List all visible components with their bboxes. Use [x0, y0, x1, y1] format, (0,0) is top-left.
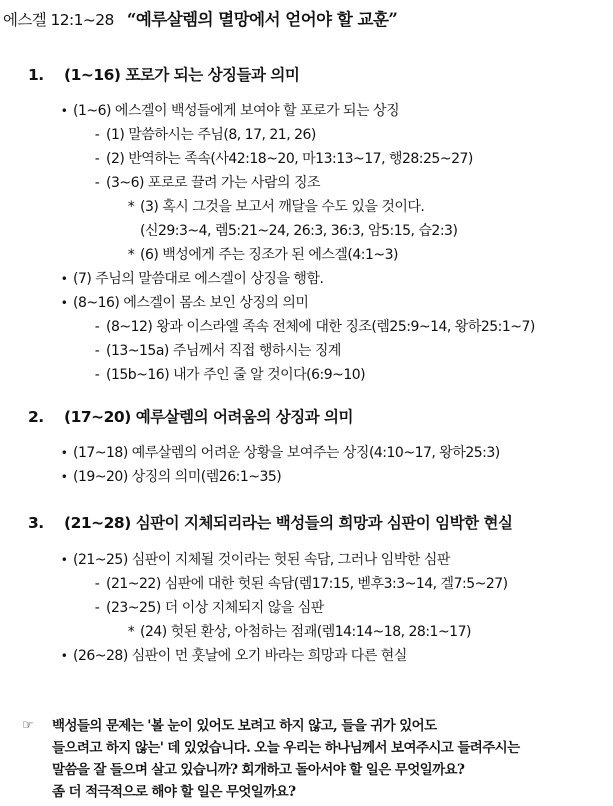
- note-line: 백성들의 문제는 '볼 눈이 있어도 보려고 하지 않고, 들을 귀가 있어도: [52, 718, 437, 734]
- note-line: 들으려고 하지 않는' 데 있었습니다. 오늘 우리는 하나님께서 보여주시고 들려주시는: [52, 740, 520, 756]
- outline-item: [122, 244, 398, 264]
- outline-item: [88, 124, 316, 144]
- outline-text: (13~15a) 주님께서 직접 행하시는 징계: [106, 343, 341, 359]
- note-line: 좀 더 적극적으로 해야 할 일은 무엇일까요?: [52, 784, 296, 800]
- outline-item: [88, 316, 535, 336]
- outline-text: (1) 말씀하시는 주님(8, 17, 21, 26): [106, 127, 316, 143]
- asterisk-marker: *: [127, 624, 135, 640]
- outline-text: (26~28) 심판이 먼 훗날에 오기 바라는 희망과 다른 현실: [73, 648, 407, 664]
- outline-item: [88, 340, 341, 360]
- outline-text: (3) 혹시 그것을 보고서 깨달을 수도 있을 것이다.: [140, 199, 425, 215]
- outline-text: (23~25) 더 이상 지체되지 않을 심판: [106, 600, 324, 616]
- outline-item: [55, 466, 281, 486]
- outline-item: [55, 292, 308, 312]
- outline-item: [88, 573, 508, 593]
- asterisk-marker: *: [127, 199, 135, 215]
- section-3-heading: [28, 511, 512, 533]
- outline-text: (8~12) 왕과 이스라엘 족속 전체에 대한 징조(렘25:9~14, 왕하25:1~7): [106, 319, 535, 335]
- bullet-marker: •: [60, 104, 68, 118]
- dash-marker: -: [94, 600, 100, 616]
- outline-text: (2) 반역하는 족속(사42:18~20, 마13:13~17, 행28:25~27): [106, 151, 473, 167]
- section-number: 2.: [28, 408, 44, 426]
- dash-marker: -: [94, 367, 100, 383]
- dash-marker: -: [94, 343, 100, 359]
- outline-text: (21~22) 심판에 대한 헛된 속담(렘17:15, 벧후3:3~14, 겔7:5~27): [106, 576, 508, 592]
- note-line: 말씀을 잘 들으며 살고 있습니까? 회개하고 돌아서야 할 일은 무엇일까요?: [52, 762, 465, 778]
- dash-marker: -: [94, 151, 100, 167]
- outline-text: (17~18) 예루살렘의 어려운 상황을 보여주는 상징(4:10~17, 왕하25:3): [73, 445, 500, 461]
- outline-item: [88, 597, 324, 617]
- outline-item: [55, 549, 450, 569]
- section-title: (17~20) 예루살렘의 어려움의 상징과 의미: [64, 408, 354, 426]
- section-title: (21~28) 심판이 지체되리라는 백성들의 희망과 심판이 임박한 현실: [64, 514, 513, 532]
- outline-text: (24) 헛된 환상, 아첨하는 점괘(렘14:14~18, 28:1~17): [140, 624, 471, 640]
- outline-text: (7) 주님의 말씀대로 에스겔이 상징을 행함.: [73, 271, 324, 287]
- asterisk-marker: *: [127, 247, 135, 263]
- outline-item: [122, 196, 424, 216]
- outline-text: (1~6) 에스겔이 백성들에게 보여야 할 포로가 되는 상징: [73, 103, 400, 119]
- outline-item: [55, 100, 399, 120]
- pointing-hand-icon: ☞: [22, 718, 34, 733]
- bullet-marker: •: [60, 272, 68, 286]
- outline-text: (6) 백성에게 주는 징조가 된 에스겔(4:1~3): [140, 247, 398, 263]
- outline-item: [55, 442, 500, 462]
- outline-item: [55, 645, 407, 665]
- outline-item: [55, 268, 323, 288]
- section-1-heading: [28, 63, 299, 85]
- outline-item: [88, 148, 473, 168]
- bullet-marker: •: [60, 553, 68, 567]
- outline-text: (신29:3~4, 렘5:21~24, 26:3, 36:3, 암5:15, 습2:3): [140, 223, 458, 239]
- outline-item: [122, 621, 471, 641]
- bullet-marker: •: [60, 446, 68, 460]
- scripture-reference: 에스겔 12:1~28: [3, 11, 114, 29]
- document-header: [3, 6, 397, 30]
- section-number: 1.: [28, 66, 44, 84]
- outline-text: (21~25) 심판이 지체될 것이라는 헛된 속담, 그러나 임박한 심판: [73, 552, 450, 568]
- outline-item-continuation: [140, 220, 457, 240]
- bullet-marker: •: [60, 649, 68, 663]
- dash-marker: -: [94, 175, 100, 191]
- outline-text: (3~6) 포로로 끌려 가는 사람의 징조: [106, 175, 321, 191]
- dash-marker: -: [94, 319, 100, 335]
- section-2-heading: [28, 405, 353, 427]
- outline-item: [88, 172, 320, 192]
- dash-marker: -: [94, 576, 100, 592]
- bullet-marker: •: [60, 470, 68, 484]
- outline-text: (19~20) 상징의 의미(렘26:1~35): [73, 469, 282, 485]
- outline-item: [88, 364, 365, 384]
- outline-text: (8~16) 에스겔이 몸소 보인 상징의 의미: [73, 295, 309, 311]
- sermon-title: “예루살렘의 멸망에서 얻어야 할 교훈”: [126, 10, 398, 29]
- section-number: 3.: [28, 514, 44, 532]
- bullet-marker: •: [60, 296, 68, 310]
- dash-marker: -: [94, 127, 100, 143]
- outline-text: (15b~16) 내가 주인 줄 알 것이다(6:9~10): [106, 367, 366, 383]
- section-title: (1~16) 포로가 되는 상징들과 의미: [64, 66, 300, 84]
